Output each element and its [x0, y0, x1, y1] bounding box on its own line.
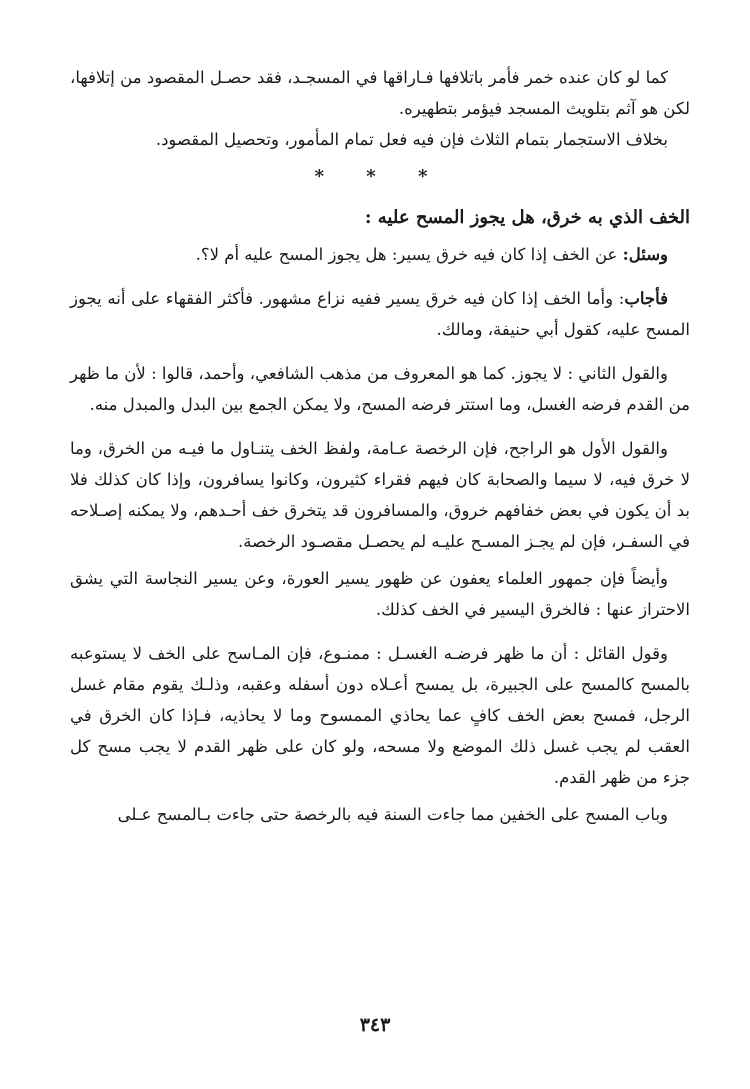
- answer-paragraph-6: وباب المسح على الخفين مما جاءت السنة فيه بالرخصة حتى جاءت بـالمسح عـلى: [117, 805, 668, 824]
- question-paragraph: [70, 239, 690, 270]
- answer-paragraph-2: والقول الثاني : لا يجوز. كما هو المعروف من مذهب الشافعي، وأحمد، قالوا : لأن ما ظهر من القدم فرضه الغسل، وما استتر فرضه المسح، ولا يمكن الجمع بين البدل والمبدل منه.: [70, 364, 690, 414]
- answer-paragraph-3: والقول الأول هو الراجح، فإن الرخصة عـامة، ولفظ الخف يتنـاول ما فيـه من الخرق، وما لا خرق فيه، لا سيما والصحابة كان فيهم فقراء كثيرون، وكانوا يسافرون، وإذا كان كذلك فلا بد أن يكون في بعض خفافهم خروق، والمسافرون قد يتخرق خف أحـدهم، ولا يمكنه إصـلاحه في السفـر، فإن لم يجـز المسـح عليـه لم يحصـل مقصـود الرخصة.: [70, 439, 690, 551]
- section-separator: * * *: [314, 166, 446, 187]
- paragraph-1: كما لو كان عنده خمر فأمر باتلافها فـاراقها في المسجـد، فقد حصـل المقصود من إتلافها، لكن هو آثم بتلويث المسجد فيؤمر بتطهيره.: [70, 68, 690, 118]
- answer-paragraph-1: [70, 283, 690, 345]
- question-text: عن الخف إذا كان فيه خرق يسير: هل يجوز المسح عليه أم لا؟.: [195, 245, 623, 264]
- page-number: ٣٤٣: [359, 1014, 391, 1036]
- question-lead: وسئل:: [622, 245, 668, 264]
- answer-lead: فأجاب: [624, 289, 668, 308]
- answer-paragraph-4: وأيضاً فإن جمهور العلماء يعفون عن ظهور يسير العورة، وعن يسير النجاسة التي يشق الاحتراز عنها : فالخرق اليسير في الخف كذلك.: [70, 569, 690, 619]
- paragraph-2: بخلاف الاستجمار بتمام الثلاث فإن فيه فعل تمام المأمور، وتحصيل المقصود.: [155, 130, 668, 149]
- page-body: [70, 62, 690, 830]
- answer-text-1: : وأما الخف إذا كان فيه خرق يسير ففيه نزاع مشهور. فأكثر الفقهاء على أنه يجوز المسح عليه، كقول أبي حنيفة، ومالك.: [70, 289, 690, 339]
- answer-paragraph-5: وقول القائل : أن ما ظهر فرضـه الغسـل : ممنـوع، فإن المـاسح على الخف لا يستوعبه بالمسح كالمسح على الجبيرة، بل يمسح أعـلاه دون أسفله وعقبه، وذلـك يقوم مقام غسل الرجل، فمسح بعض الخف كافٍ عما يحاذي الممسوح وما لا يحاذيه، فـإذا كان الخرق في العقب لم يجب غسل ذلك الموضع ولا مسحه، ولو كان على ظهر القدم لا يجب مسح كل جزء من ظهر القدم.: [70, 644, 690, 787]
- section-heading: الخف الذي به خرق، هل يجوز المسح عليه :: [364, 207, 690, 228]
